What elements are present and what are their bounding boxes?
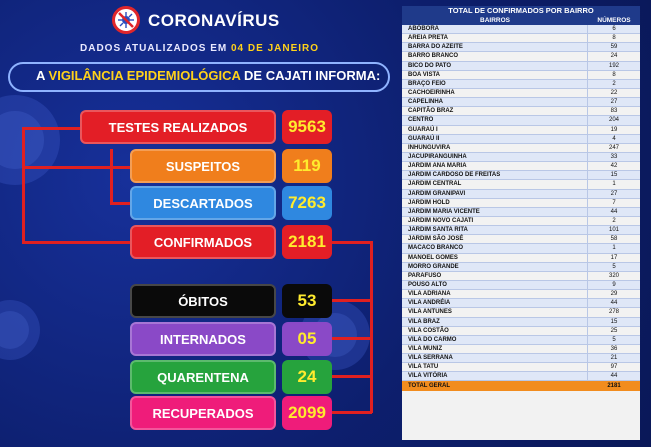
table-title: TOTAL DE CONFIRMADOS POR BAIRRO — [402, 6, 640, 16]
table-row — [402, 336, 640, 345]
bairro-count: 27 — [587, 190, 640, 198]
bairro-name: JARDIM MARIA VICENTE — [408, 208, 480, 215]
table-total-row — [402, 381, 640, 391]
table-header — [402, 16, 640, 25]
confirmados-value: 2181 — [282, 225, 332, 259]
banner-highlight: VIGILÂNCIA EPIDEMIOLÓGICA — [48, 68, 241, 83]
bairros-table — [402, 6, 640, 440]
bairro-count: 2 — [587, 80, 640, 88]
bairro-name: CAPITÃO BRAZ — [408, 108, 454, 115]
connector-line — [330, 337, 372, 340]
recuperados-value: 2099 — [282, 396, 332, 430]
bairro-count: 29 — [587, 290, 640, 298]
bairro-count: 25 — [587, 327, 640, 335]
table-row — [402, 235, 640, 244]
bairro-count: 5 — [587, 263, 640, 271]
table-row — [402, 363, 640, 372]
table-row — [402, 372, 640, 381]
col-numeros: NÚMEROS — [597, 17, 631, 24]
table-body — [402, 25, 640, 381]
virus-decoration — [0, 95, 60, 185]
connector-line — [22, 128, 25, 244]
bairro-count: 83 — [587, 107, 640, 115]
bairro-name: VILA TATU — [408, 364, 439, 371]
update-date-value: 04 DE JANEIRO — [231, 43, 320, 54]
table-row — [402, 290, 640, 299]
table-row — [402, 52, 640, 61]
table-row — [402, 162, 640, 171]
bairro-name: GUARAÚ I — [408, 126, 438, 133]
bairro-count: 97 — [587, 363, 640, 371]
descartados-label: DESCARTADOS — [130, 186, 276, 220]
table-row — [402, 217, 640, 226]
table-row — [402, 254, 640, 263]
bairro-name: JARDIM CENTRAL — [408, 181, 462, 188]
bairro-name: CACHOEIRINHA — [408, 89, 455, 96]
table-row — [402, 244, 640, 253]
bairro-count: 22 — [587, 89, 640, 97]
table-row — [402, 89, 640, 98]
total-value: 2181 — [607, 383, 621, 390]
testes-label: TESTES REALIZADOS — [80, 110, 276, 144]
bairro-name: VILA ADRIANA — [408, 291, 451, 298]
bairro-count: 4 — [587, 135, 640, 143]
table-row — [402, 62, 640, 71]
table-row — [402, 180, 640, 189]
bairro-count: 44 — [587, 372, 640, 380]
bairro-name: JACUPIRANGUINHA — [408, 153, 467, 160]
confirmados-label: CONFIRMADOS — [130, 225, 276, 259]
table-row — [402, 354, 640, 363]
connector-line — [22, 241, 132, 244]
bairro-count: 33 — [587, 153, 640, 161]
table-row — [402, 107, 640, 116]
bairro-name: JARDIM HOLD — [408, 199, 450, 206]
col-bairros: BAIRROS — [480, 17, 510, 24]
update-prefix: DADOS ATUALIZADOS EM — [80, 43, 228, 54]
table-row — [402, 281, 640, 290]
table-row — [402, 144, 640, 153]
bairro-count: 9 — [587, 281, 640, 289]
descartados-value: 7263 — [282, 186, 332, 220]
bairro-name: JARDIM NOVO CAJATI — [408, 217, 474, 224]
table-row — [402, 327, 640, 336]
table-row — [402, 153, 640, 162]
table-row — [402, 135, 640, 144]
suspeitos-value: 119 — [282, 149, 332, 183]
bairro-count: 6 — [587, 25, 640, 33]
bairro-name: VILA MUNIZ — [408, 345, 443, 352]
quarentena-label: QUARENTENA — [130, 360, 276, 394]
bairro-name: BICO DO PATO — [408, 62, 452, 69]
bairro-count: 44 — [587, 208, 640, 216]
bairro-count: 1 — [587, 244, 640, 252]
bairro-count: 59 — [587, 43, 640, 51]
connector-line — [22, 127, 82, 130]
bairro-name: VILA BRAZ — [408, 318, 440, 325]
testes-value: 9563 — [282, 110, 332, 144]
bairro-count: 278 — [587, 308, 640, 316]
bairro-name: MANOEL GOMES — [408, 254, 458, 261]
obitos-value: 53 — [282, 284, 332, 318]
table-row — [402, 126, 640, 135]
connector-line — [370, 241, 373, 413]
bairro-name: JARDIM SANTA RITA — [408, 227, 468, 234]
bairro-name: CENTRO — [408, 117, 434, 124]
bairro-name: BRAÇO FEIO — [408, 80, 446, 87]
table-row — [402, 34, 640, 43]
connector-line — [330, 299, 372, 302]
bairro-count: 21 — [587, 354, 640, 362]
table-row — [402, 308, 640, 317]
bairro-name: VILA ANDRÉIA — [408, 300, 451, 307]
bairro-name: INHUNGUVIRA — [408, 144, 451, 151]
bairro-name: VILA DO CARMO — [408, 336, 457, 343]
obitos-label: ÓBITOS — [130, 284, 276, 318]
page-title: CORONAVÍRUS — [148, 11, 280, 30]
bairro-count: 1 — [587, 180, 640, 188]
bairro-count: 204 — [587, 116, 640, 124]
bairro-count: 320 — [587, 272, 640, 280]
bairro-name: BARRA DO AZEITE — [408, 44, 463, 51]
bairro-name: JARDIM ANA MARIA — [408, 163, 467, 170]
virus-decoration — [0, 300, 40, 360]
bairro-name: CAPELINHA — [408, 99, 444, 106]
bairro-name: AREIA PRETA — [408, 35, 449, 42]
bairro-name: JARDIM GRANIPAVI — [408, 190, 466, 197]
bairro-count: 15 — [587, 318, 640, 326]
bairro-name: ABÓBORA — [408, 26, 439, 32]
bairro-count: 17 — [587, 254, 640, 262]
table-row — [402, 345, 640, 354]
bairro-name: PARAFUSO — [408, 272, 442, 279]
bairro-name: MORRO GRANDE — [408, 263, 459, 270]
bairro-count: 19 — [587, 126, 640, 134]
bairro-name: GUARAÚ II — [408, 135, 440, 142]
quarentena-value: 24 — [282, 360, 332, 394]
bairro-name: VILA VITÓRIA — [408, 373, 448, 380]
table-row — [402, 226, 640, 235]
recuperados-label: RECUPERADOS — [130, 396, 276, 430]
bairro-count: 58 — [587, 235, 640, 243]
table-row — [402, 208, 640, 217]
bairro-count: 8 — [587, 71, 640, 79]
table-row — [402, 272, 640, 281]
no-virus-icon — [112, 6, 140, 34]
bairro-count: 7 — [587, 199, 640, 207]
bairro-count: 2 — [587, 217, 640, 225]
connector-line — [330, 241, 372, 244]
bairro-count: 15 — [587, 171, 640, 179]
suspeitos-label: SUSPEITOS — [130, 149, 276, 183]
bairro-count: 44 — [587, 299, 640, 307]
internados-label: INTERNADOS — [130, 322, 276, 356]
bairro-name: VILA COSTÃO — [408, 327, 449, 334]
table-row — [402, 80, 640, 89]
update-date — [80, 43, 319, 54]
table-row — [402, 190, 640, 199]
table-row — [402, 116, 640, 125]
connector-line — [110, 149, 113, 204]
banner-suffix: DE CAJATI INFORMA: — [244, 68, 381, 83]
bairro-count: 27 — [587, 98, 640, 106]
internados-value: 05 — [282, 322, 332, 356]
table-row — [402, 318, 640, 327]
bairro-name: POUSO ALTO — [408, 281, 447, 288]
bairro-name: JARDIM SÃO JOSÉ — [408, 236, 464, 243]
table-row — [402, 43, 640, 52]
bairro-name: VILA SERRANA — [408, 355, 453, 362]
table-row — [402, 263, 640, 272]
table-row — [402, 199, 640, 208]
table-row — [402, 98, 640, 107]
connector-line — [22, 166, 132, 169]
bairro-name: MACACO BRANCO — [408, 245, 463, 252]
bairro-name: VILA ANTUNES — [408, 309, 452, 316]
banner-prefix: A — [36, 68, 45, 83]
bairro-count: 5 — [587, 336, 640, 344]
connector-line — [110, 202, 130, 205]
bairro-name: BARRO BRANCO — [408, 53, 458, 60]
table-row — [402, 25, 640, 34]
total-label: TOTAL GERAL — [408, 383, 450, 390]
bairro-count: 24 — [587, 52, 640, 60]
banner-text — [36, 68, 380, 83]
table-row — [402, 299, 640, 308]
table-row — [402, 171, 640, 180]
table-row — [402, 71, 640, 80]
bairro-count: 36 — [587, 345, 640, 353]
connector-line — [330, 411, 372, 414]
bairro-count: 192 — [587, 62, 640, 70]
bairro-count: 101 — [587, 226, 640, 234]
bairro-count: 8 — [587, 34, 640, 42]
bairro-count: 42 — [587, 162, 640, 170]
bairro-count: 247 — [587, 144, 640, 152]
bairro-name: JARDIM CARDOSO DE FREITAS — [408, 172, 501, 179]
connector-line — [330, 375, 372, 378]
bairro-name: BOA VISTA — [408, 71, 441, 78]
